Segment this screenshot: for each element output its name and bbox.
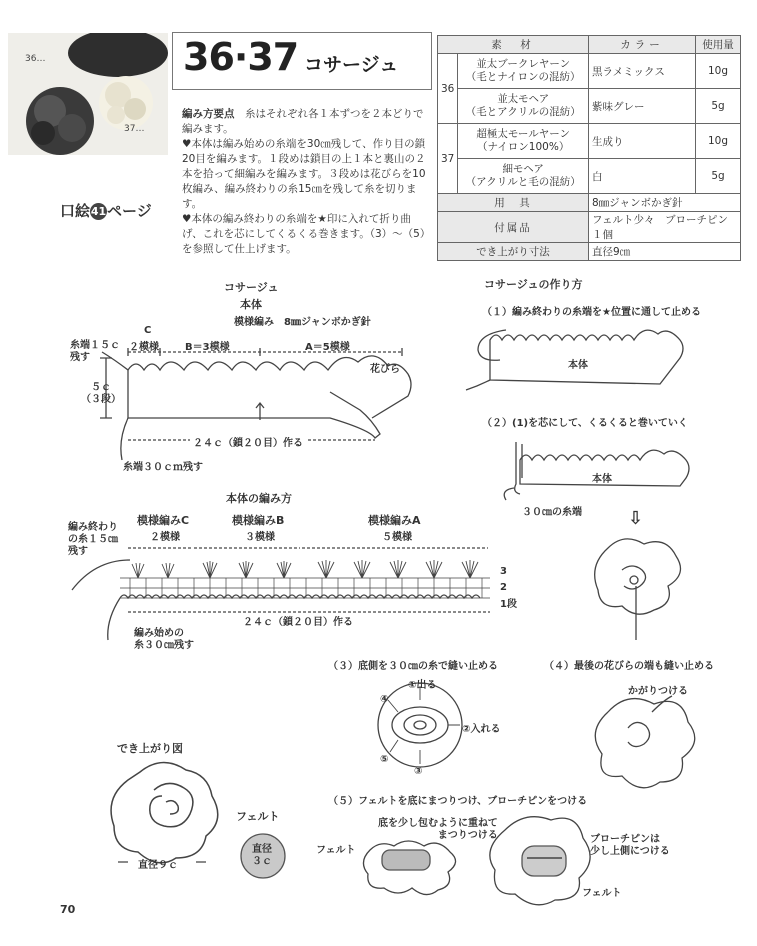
step5-felt2: フェルト: [582, 888, 622, 899]
c-count: ２模様: [129, 342, 159, 353]
page-title: コサージュ: [304, 54, 399, 76]
group-36: 36: [438, 54, 458, 124]
tools-value: 8㎜ジャンボかぎ針: [589, 194, 741, 212]
col-color: カラー: [589, 36, 696, 54]
page-number-title: 36·37: [183, 35, 299, 79]
material-color: 黒ラメミックス: [589, 54, 696, 89]
step3-out: ①出る: [408, 680, 437, 691]
height-label: ５ｃ （３段）: [81, 382, 121, 405]
chart-a-label: 模様編みA: [368, 514, 421, 527]
material-color: 白: [589, 159, 696, 194]
rolled-flower-drawing: [595, 539, 681, 640]
step3-5: ⑤: [380, 754, 389, 765]
chart-end-tail: 編み終わり の糸１５㎝ 残す: [68, 522, 118, 557]
instructions-p2: ♥本体は編み始めの糸端を30㎝残して、作り目の鎖20目を編みます。１段めは鎖目の上１本と裏山の２本を拾って細編みを編みます。３段めは花びらを10枚編み、編み終わりの糸15㎝を残して糸を切ります。: [182, 138, 426, 210]
chart-b-label: 模様編みB: [232, 514, 285, 527]
finished-title: でき上がり図: [117, 742, 183, 755]
material-amount: 10g: [696, 124, 741, 159]
material-color: 生成り: [589, 124, 696, 159]
reference-prefix: 口絵: [60, 202, 91, 220]
photo-label-36: 36…: [25, 54, 46, 64]
chart-width: ２４ｃ（鎖２０目）作る: [240, 613, 356, 628]
step5-text: （５）フェルトを底にまつりつけ、ブローチピンをつける: [328, 796, 588, 807]
tools-label: 用 具: [438, 194, 589, 212]
a-count: A＝5模様: [305, 342, 350, 353]
finished-drawing: [111, 762, 218, 862]
step4-drawing: [595, 696, 694, 788]
material-row: 超極太モールヤーン （ナイロン100%）: [458, 124, 589, 159]
step1-body-label: 本体: [568, 360, 588, 371]
step4-text: （４）最後の花びらの端も縫い止める: [544, 661, 714, 672]
material-amount: 10g: [696, 54, 741, 89]
row-1: 1段: [500, 599, 517, 610]
size-label: でき上がり寸法: [438, 243, 589, 261]
instructions-p1: 糸はそれぞれ各１本ずつを２本どりで編みます。: [182, 108, 424, 135]
step5-felt: フェルト: [316, 845, 356, 856]
material-amount: 5g: [696, 89, 741, 124]
step1-text: （１）編み終わりの糸端を★位置に通して止める: [482, 307, 701, 318]
main-diagram-spec: 模様編み 8㎜ジャンボかぎ針: [234, 317, 371, 328]
chart-a-count: ５模様: [382, 532, 412, 543]
col-material: 素 材: [438, 36, 589, 54]
material-row: 並太モヘア （毛とアクリルの混紡）: [458, 89, 589, 124]
chart-start-tail: 編み始めの 糸３０㎝残す: [134, 628, 194, 651]
step3-text: （３）底側を３０㎝の糸で縫い止める: [328, 661, 498, 672]
petal-label: 花びら: [370, 364, 400, 375]
col-amount: 使用量: [696, 36, 741, 54]
step2-tail-label: ３０㎝の糸端: [522, 507, 582, 518]
down-arrow-icon: ⇩: [628, 508, 644, 529]
step3-in: ②入れる: [462, 724, 501, 735]
material-row: 並太ブークレヤーン （毛とナイロンの混紡）: [458, 54, 589, 89]
step5-pin-note: ブローチピンは 少し上側につける: [590, 834, 670, 857]
step3-drawing: [378, 683, 462, 767]
chart-b-count: ３模様: [245, 532, 275, 543]
extras-value: フェルト少々 ブローチピン１個: [589, 212, 741, 243]
size-value: 直径9㎝: [589, 243, 741, 261]
width-label: ２４ｃ（鎖２０目）作る: [190, 434, 306, 449]
instructions-heading: 編み方要点: [182, 108, 235, 120]
row-2: 2: [500, 582, 507, 593]
chart-title: 本体の編み方: [226, 492, 292, 505]
left-tail-label: 糸端１５ｃ 残す: [70, 340, 120, 363]
extras-label: 付属品: [438, 212, 589, 243]
step3-3: ③: [414, 766, 423, 777]
felt-circle-label: 直径 ３ｃ: [252, 844, 272, 867]
felt-title: フェルト: [236, 810, 280, 823]
start-tail-label: 糸端３０ｃｍ残す: [123, 462, 203, 473]
reference-suffix: ページ: [107, 202, 152, 220]
step3-4: ④: [380, 694, 389, 705]
step4-note: かがりつける: [628, 686, 688, 697]
material-amount: 5g: [696, 159, 741, 194]
instructions-p3: ♥本体の編み終わりの糸端を★印に入れて折り曲げ、これを芯にしてくるくる巻きます。（3）〜（5）を参照して仕上げます。: [182, 213, 426, 255]
step5-note: 底を少し包むように重ねて まつりつける: [378, 818, 498, 841]
finished-diameter: 直径９ｃ: [138, 860, 178, 871]
chart-c-label: 模様編みC: [137, 514, 190, 527]
reference-page-badge: 41: [90, 205, 107, 218]
main-diagram-title: コサージュ: [224, 281, 279, 294]
material-row: 細モヘア （アクリルと毛の混紡）: [458, 159, 589, 194]
material-color: 紫味グレー: [589, 89, 696, 124]
chart-c-count: ２模様: [150, 532, 180, 543]
b-count: B＝3模様: [185, 342, 230, 353]
step2-body-label: 本体: [592, 474, 612, 485]
photo-label-37: 37…: [124, 124, 145, 134]
group-37: 37: [438, 124, 458, 194]
main-diagram-subtitle: 本体: [240, 298, 262, 311]
c-letter: C: [144, 325, 152, 336]
howto-title: コサージュの作り方: [484, 278, 583, 291]
row-3: 3: [500, 566, 507, 577]
page-number: 70: [60, 903, 76, 916]
step2-text: （２）(1)を芯にして、くるくると巻いていく: [482, 418, 688, 429]
